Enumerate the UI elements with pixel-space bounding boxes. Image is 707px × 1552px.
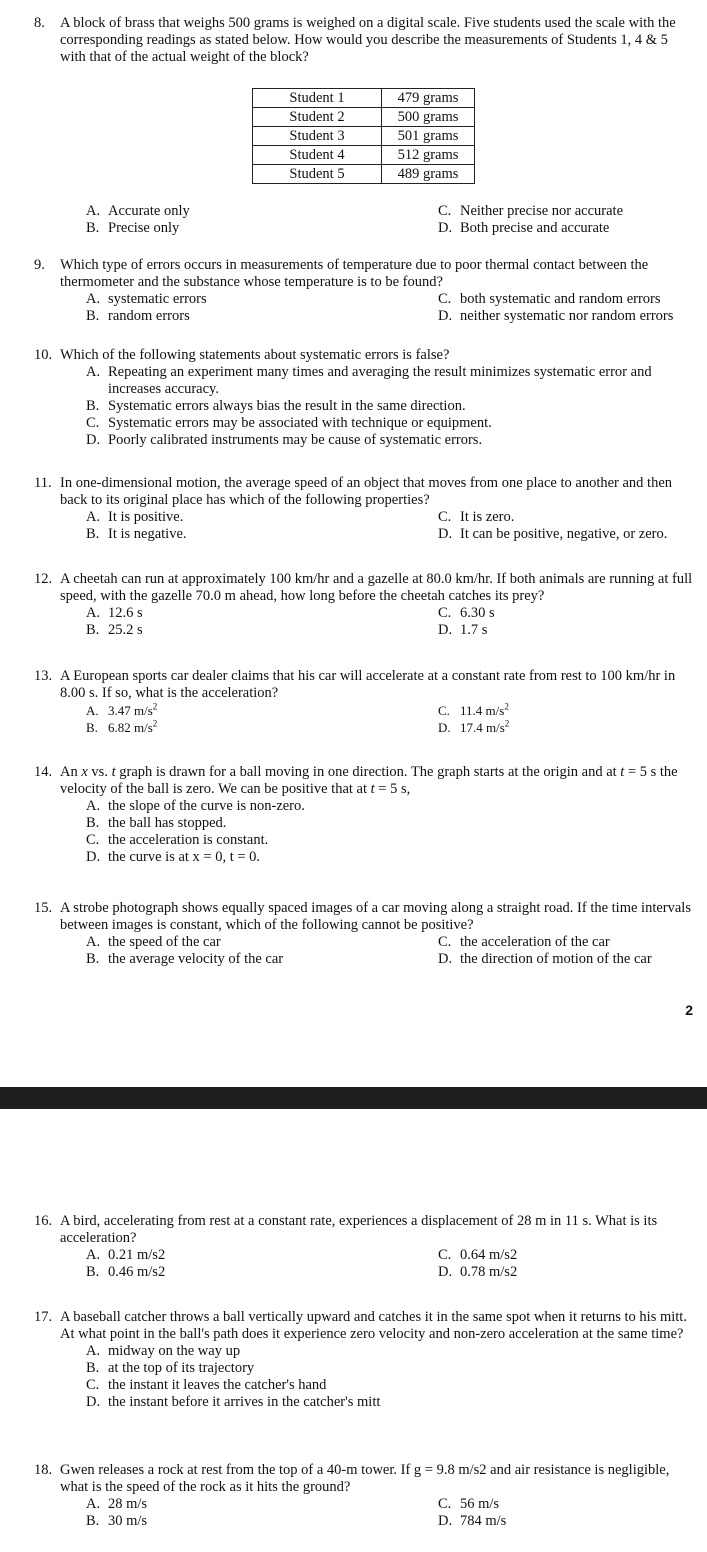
page-number: 2 <box>685 1002 693 1018</box>
question-8 <box>34 15 694 66</box>
option-c: C. 0.64 m/s2 <box>438 1247 518 1263</box>
question-16 <box>34 1213 694 1281</box>
option-a: A. Accurate only <box>86 203 190 219</box>
option-b: B. It is negative. <box>86 526 187 542</box>
question-text: A block of brass that weighs 500 grams is weighed on a digital scale. Five students used the scale with the corresponding readings as stated below. How would you describe the measurements of Students 1, 4 & 5 with that of the actual weight of the block? <box>60 15 676 65</box>
option-c: C. the acceleration is constant. <box>86 832 269 848</box>
option-c: C. 6.30 s <box>438 605 495 621</box>
question-text: Which of the following statements about systematic errors is false? <box>60 347 450 363</box>
question-text: In one-dimensional motion, the average speed of an object that moves from one place to another and then back to its original place has which of the following properties? <box>60 475 673 508</box>
option-b: B. random errors <box>86 308 190 324</box>
question-number: 17. <box>34 1309 53 1325</box>
table-row: Student 2 500 grams <box>253 108 475 127</box>
option-a: A. 0.21 m/s2 <box>86 1247 166 1263</box>
question-text: An x vs. t graph is drawn for a ball moving in one direction. The graph starts at the origin and at t = 5 s the velocity of the ball is zero. We can be positive that at t = 5 s, <box>60 764 678 797</box>
option-c: C. the instant it leaves the catcher's hand <box>86 1377 327 1393</box>
option-c: C. Neither precise nor accurate <box>438 203 624 219</box>
option-a: A. 12.6 s <box>86 605 143 621</box>
question-text: A bird, accelerating from rest at a constant rate, experiences a displacement of 28 m in 11 s. What is its acceleration? <box>60 1213 658 1246</box>
option-a: A. Repeating an experiment many times and averaging the result minimizes systematic error and increases accuracy. <box>86 364 652 397</box>
option-d: D. It can be positive, negative, or zero. <box>438 526 668 542</box>
option-d: D. 17.4 $m/s^2$ <box>438 718 510 735</box>
question-number: 8. <box>34 15 45 31</box>
option-d: D. 0.78 m/s2 <box>438 1264 518 1280</box>
question-18 <box>34 1462 694 1530</box>
table-row: Student 5 489 grams <box>253 165 475 184</box>
question-13 <box>34 668 694 736</box>
question-text: A cheetah can run at approximately 100 km/hr and a gazelle at 80.0 km/hr. If both animals are running at full speed, with the gazelle 70.0 m ahead, how long before the cheetah catches its prey? <box>60 571 693 604</box>
option-c: C. Systematic errors may be associated with technique or equipment. <box>86 415 492 431</box>
question-text: A strobe photograph shows equally spaced images of a car moving along a straight road. If the time intervals between images is constant, which of the following cannot be positive? <box>60 900 691 933</box>
option-d: D. 784 m/s <box>438 1513 507 1529</box>
option-c: C. 56 m/s <box>438 1496 500 1512</box>
question-17 <box>34 1309 694 1411</box>
question-text: Which type of errors occurs in measurements of temperature due to poor thermal contact between the thermometer and the substance whose temperature is to be found? <box>60 257 649 290</box>
question-number: 12. <box>34 571 53 587</box>
question-9 <box>34 257 694 325</box>
question-number: 15. <box>34 900 53 916</box>
worksheet-page-2 <box>0 1109 707 1552</box>
question-15 <box>34 900 694 968</box>
option-d: D. the instant before it arrives in the catcher's mitt <box>86 1394 381 1410</box>
option-a: A. the speed of the car <box>86 934 221 950</box>
option-c: C. both systematic and random errors <box>438 291 661 307</box>
option-b: B. 6.82 $m/s^2$ <box>86 718 158 735</box>
option-c: C. It is zero. <box>438 509 515 525</box>
question-text: A baseball catcher throws a ball vertically upward and catches it in the same spot when it returns to his mitt. At what point in the ball's path does it experience zero velocity and non-zero acceleration at the same time? <box>60 1309 687 1342</box>
question-text: Gwen releases a rock at rest from the top of a 40-m tower. If g = 9.8 m/s2 and air resistance is negligible, what is the speed of the rock as it hits the ground? <box>60 1462 670 1495</box>
question-12 <box>34 571 694 639</box>
question-text: A European sports car dealer claims that his car will accelerate at a constant rate from rest to 100 km/hr in 8.00 s. If so, what is the acceleration? <box>60 668 676 701</box>
table-row: Student 3 501 grams <box>253 127 475 146</box>
question-10 <box>34 347 694 449</box>
page-divider <box>0 1087 707 1109</box>
option-d: D. neither systematic nor random errors <box>438 308 674 324</box>
option-b: B. 0.46 m/s2 <box>86 1264 166 1280</box>
option-d: D. Poorly calibrated instruments may be cause of systematic errors. <box>86 432 483 448</box>
question-number: 9. <box>34 257 45 273</box>
option-d: D. the curve is at x = 0, t = 0. <box>86 849 261 865</box>
option-a: A. 28 m/s <box>86 1496 148 1512</box>
option-c: C. the acceleration of the car <box>438 934 610 950</box>
option-b: B. 25.2 s <box>86 622 143 638</box>
student-readings-table <box>252 88 475 184</box>
option-a: A. the slope of the curve is non-zero. <box>86 798 305 814</box>
option-b: B. Precise only <box>86 220 180 236</box>
option-b: B. 30 m/s <box>86 1513 148 1529</box>
option-c: C. 11.4 $m/s^2$ <box>438 701 509 718</box>
question-number: 14. <box>34 764 53 780</box>
option-a: A. It is positive. <box>86 509 184 525</box>
question-number: 11. <box>34 475 52 491</box>
question-14 <box>34 764 694 866</box>
option-a: A. 3.47 $m/s^2$ <box>86 701 158 718</box>
table-row: Student 1 479 grams <box>253 89 475 108</box>
option-a: A. midway on the way up <box>86 1343 241 1359</box>
question-number: 18. <box>34 1462 53 1478</box>
question-number: 10. <box>34 347 53 363</box>
option-b: B. the average velocity of the car <box>86 951 284 967</box>
option-d: D. Both precise and accurate <box>438 220 610 236</box>
option-a: A. systematic errors <box>86 291 207 307</box>
option-b: B. at the top of its trajectory <box>86 1360 255 1376</box>
question-number: 13. <box>34 668 53 684</box>
question-11 <box>34 475 694 543</box>
question-8-options <box>34 203 694 237</box>
option-d: D. the direction of motion of the car <box>438 951 652 967</box>
option-d: D. 1.7 s <box>438 622 488 638</box>
option-b: B. the ball has stopped. <box>86 815 227 831</box>
table-row: Student 4 512 grams <box>253 146 475 165</box>
option-b: B. Systematic errors always bias the result in the same direction. <box>86 398 466 414</box>
question-number: 16. <box>34 1213 53 1229</box>
